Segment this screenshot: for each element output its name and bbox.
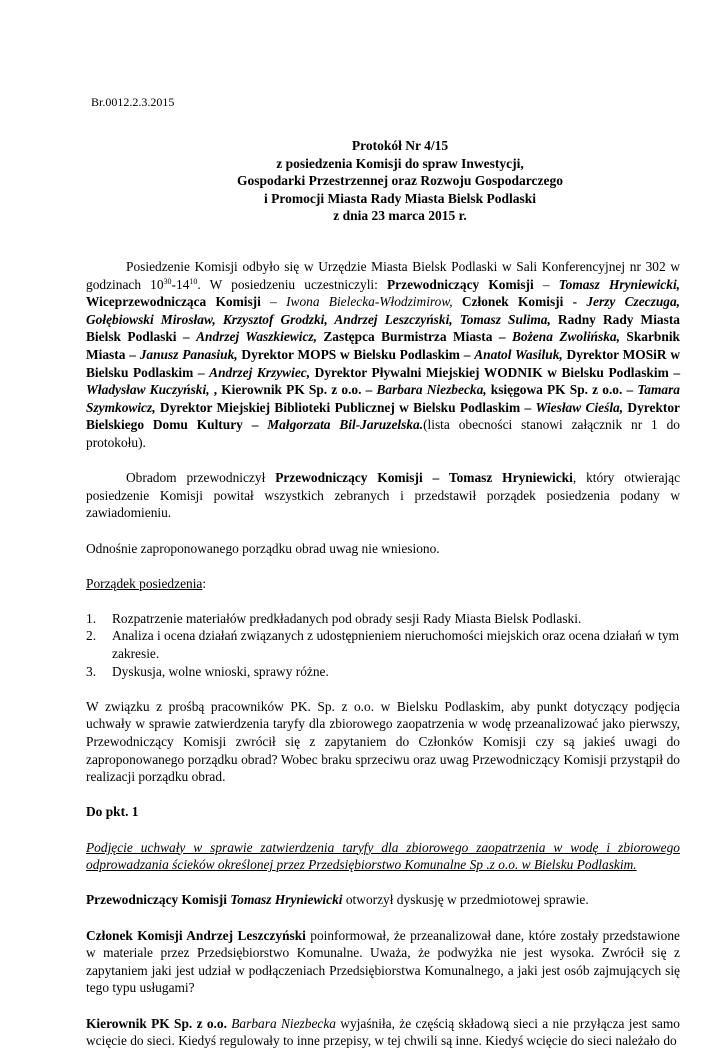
- document-reference: Br.0012.2.3.2015: [91, 95, 175, 109]
- protocol-title: [100, 137, 700, 225]
- title-line: z posiedzenia Komisji do spraw Inwestycji,: [276, 155, 524, 171]
- title-line: z dnia 23 marca 2015 r.: [333, 208, 467, 223]
- point1-heading: Do pkt. 1: [86, 804, 139, 820]
- point1-subject: Podjęcie uchwały w sprawie zatwierdzenia taryfy dla zbiorowego zaopatrzenia w wodę i zbiorowego odprowadzania ścieków określonej przez Przedsiębiorstwo Komunalne Sp .z o.o. w Bielsku Podlaskim.: [86, 839, 680, 873]
- agenda-item: 1. Rozpatrzenie materiałów predkładanych pod obrady sesji Rady Miasta Bielsk Podlaski.: [86, 610, 582, 626]
- title-line: i Promocji Miasta Rady Miasta Bielsk Podlaski: [264, 190, 536, 206]
- protocol-body: [86, 258, 680, 1050]
- request-paragraph: W związku z prośbą pracowników PK. Sp. z o.o. w Bielsku Podlaskim, aby punkt dotyczący podjęcia uchwały w sprawie zatwierdzenia taryfy dla zbiorowego zaopatrzenia w wodę przeanalizować jako pierwszy, Przewodniczący Komisji zwrócił się z zapytaniem do Członków Komisji czy są jakieś uwagi do zaproponowanego porządku obrad? Wobec braku sprzeciwu oraz uwag Przewodniczący Komisji przystąpił do realizacji porządku obrad.: [86, 698, 680, 785]
- agenda-item: 2. Analiza i ocena działań związanych z udostępnieniem nieruchomości miejskich oraz ocena działań w tym zakresie.: [86, 628, 680, 662]
- title-line: Gospodarki Przestrzennej oraz Rozwoju Gospodarczego: [237, 173, 563, 188]
- agenda-heading: Porządek posiedzenia:: [86, 575, 207, 591]
- no-remarks-paragraph: Odnośnie zaproponowanego porządku obrad uwag nie wniesiono.: [86, 540, 440, 556]
- agenda-list: [86, 610, 680, 680]
- title-line: Protokół Nr 4/15: [351, 138, 449, 153]
- niezbecka-paragraph: Kierownik PK Sp. z o.o. Barbara Niezbecka wyjaśniła, że częścią składową sieci a nie przyłącza jest samo wcięcie do sieci. Kiedyś regulowały to inne przepisy, w tej chwili są inne. Kiedyś wcięcie do sieci należało do: [86, 1015, 680, 1049]
- leszczynski-paragraph: Członek Komisji Andrzej Leszczyński poinformował, że przeanalizował dane, które zostały przedstawione w materiale przez Przedsiębiorstwo Komunalne. Uważa, że podwyżka nie jest wysoka. Zwrócił się z zapytaniem jaki jest udział w podłączeniach Przedsiębiorstwa Komunalnego, a jaki jest osób zajmujących się tego typu usługami?: [86, 927, 680, 996]
- intro-paragraph: Posiedzenie Komisji odbyło się w Urzędzie Miasta Bielsk Podlaski w Sali Konferencyjnej nr 302 w godzinach $10^{30}-14^{10}$. W posiedzeniu uczestniczyli: Przewodniczący Komisji – Tomasz Hryniewicki, Wiceprzewodnicząca Komisji – Iwona Bielecka-Włodzimirow, Członek Komisji - Jerzy Czeczuga, Gołębiowski Mirosław, Krzysztof Grodzki, Andrzej Leszczyński, Tomasz Sulima, Radny Rady Miasta Bielsk Podlaski – Andrzej Waszkiewicz, Zastępca Burmistrza Miasta – Bożena Zwolińska, Skarbnik Miasta – Janusz Panasiuk, Dyrektor MOPS w Bielsku Podlaskim – Anatol Wasiluk, Dyrektor MOSiR w Bielsku Podlaskim – Andrzej Krzywiec, Dyrektor Pływalni Miejskiej WODNIK w Bielsku Podlaskim – Władysław Kuczyński, , Kierownik PK Sp. z o.o. – Barbara Niezbecka, księgowa PK Sp. z o.o. – Tamara Szymkowicz, Dyrektor Miejskiej Biblioteki Publicznej w Bielsku Podlaskim – Wiesław Cieśla, Dyrektor Bielskiego Domu Kultury – Małgorzata Bil-Jaruzelska.(lista obecności stanowi załącznik nr 1 do protokołu).: [86, 259, 681, 450]
- agenda-item: 3. Dyskusja, wolne wnioski, sprawy różne.: [86, 663, 329, 679]
- opening-paragraph: Obradom przewodniczył Przewodniczący Komisji – Tomasz Hryniewicki, który otwierając posiedzenie Komisji powitał wszystkich zebranych i przedstawił porządek posiedzenia podany w zawiadomieniu.: [86, 470, 681, 521]
- chair-paragraph: Przewodniczący Komisji Tomasz Hryniewicki otworzył dyskusję w przedmiotowej sprawie.: [86, 892, 589, 908]
